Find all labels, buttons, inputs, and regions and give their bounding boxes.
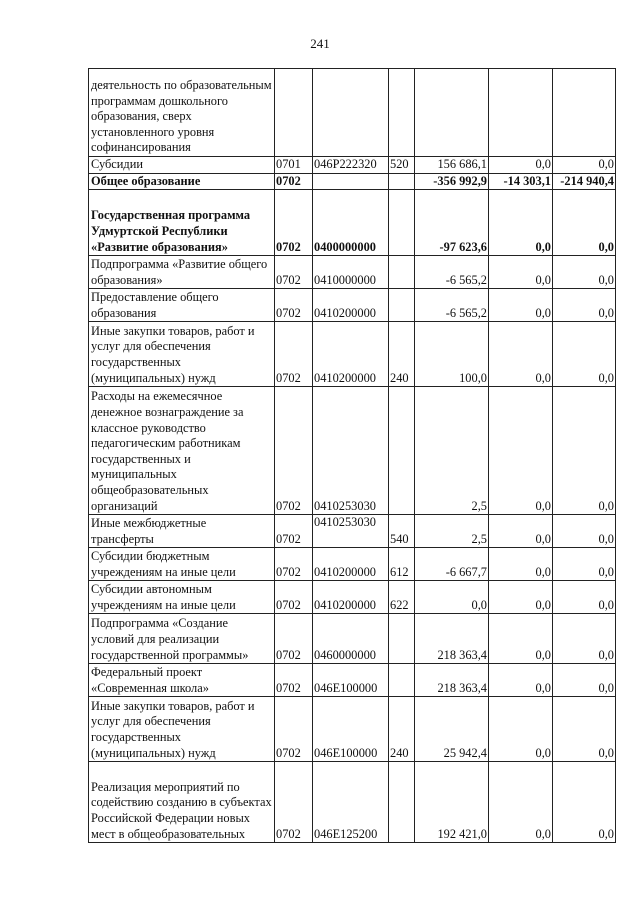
cell-amount-2: 0,0 <box>489 387 553 515</box>
table-row <box>89 173 616 190</box>
cell-section-code: 0702 <box>275 581 313 614</box>
cell-section-code: 0702 <box>275 173 313 190</box>
cell-amount-3: 0,0 <box>553 581 616 614</box>
cell-description <box>89 581 275 614</box>
table-row <box>89 548 616 581</box>
cell-target-article: 0410200000 <box>313 289 389 322</box>
table-row <box>89 697 616 762</box>
cell-amount-3: 0,0 <box>553 387 616 515</box>
cell-amount-1: 100,0 <box>415 322 489 387</box>
cell-target-article <box>313 173 389 190</box>
cell-amount-3: 0,0 <box>553 289 616 322</box>
description-text: Общее образование <box>91 173 201 188</box>
cell-target-article <box>313 69 389 157</box>
description-text: Предоставление общего образования <box>91 290 219 320</box>
cell-amount-2: 0,0 <box>489 614 553 664</box>
cell-section-code: 0702 <box>275 289 313 322</box>
description-text: Иные межбюджетные трансферты <box>91 516 207 546</box>
cell-section-code: 0702 <box>275 190 313 256</box>
table-row <box>89 387 616 515</box>
cell-amount-1: 0,0 <box>415 581 489 614</box>
cell-expense-type <box>389 762 415 843</box>
cell-amount-3: 0,0 <box>553 762 616 843</box>
cell-amount-3: 0,0 <box>553 322 616 387</box>
cell-expense-type <box>389 173 415 190</box>
description-text: Расходы на ежемесячное денежное вознаграждение за классное руководство педагогическим работникам государственных и муниципальных общеобразовательных организаций <box>91 389 244 513</box>
description-text: Субсидии бюджетным учреждениям на иные цели <box>91 549 236 579</box>
cell-amount-1 <box>415 69 489 157</box>
cell-section-code: 0702 <box>275 548 313 581</box>
cell-description <box>89 190 275 256</box>
description-text: Подпрограмма «Создание условий для реализации государственной программы» <box>91 616 249 662</box>
cell-description <box>89 697 275 762</box>
cell-amount-2: 0,0 <box>489 697 553 762</box>
cell-description <box>89 173 275 190</box>
table-row <box>89 190 616 256</box>
cell-expense-type <box>389 387 415 515</box>
cell-amount-1: -6 667,7 <box>415 548 489 581</box>
cell-target-article: 0410253030 <box>313 387 389 515</box>
table-row <box>89 515 616 548</box>
cell-amount-2: -14 303,1 <box>489 173 553 190</box>
cell-section-code: 0702 <box>275 762 313 843</box>
cell-section-code <box>275 69 313 157</box>
description-text: Реализация мероприятий по содействию созданию в субъектах Российской Федерации новых мест в общеобразовательных <box>91 779 272 841</box>
cell-expense-type: 622 <box>389 581 415 614</box>
cell-expense-type: 520 <box>389 157 415 174</box>
cell-amount-1: 156 686,1 <box>415 157 489 174</box>
cell-amount-1: -6 565,2 <box>415 289 489 322</box>
cell-description <box>89 515 275 548</box>
cell-expense-type <box>389 190 415 256</box>
cell-expense-type <box>389 289 415 322</box>
description-text: Иные закупки товаров, работ и услуг для обеспечения государственных (муниципальных) нужд <box>91 698 255 760</box>
cell-amount-3: 0,0 <box>553 548 616 581</box>
cell-description <box>89 322 275 387</box>
table-row <box>89 614 616 664</box>
cell-amount-1: 192 421,0 <box>415 762 489 843</box>
page-number: 241 <box>310 36 330 51</box>
cell-amount-1: 218 363,4 <box>415 664 489 697</box>
cell-expense-type: 540 <box>389 515 415 548</box>
cell-target-article: 046P222320 <box>313 157 389 174</box>
cell-amount-1: 2,5 <box>415 387 489 515</box>
table-row <box>89 289 616 322</box>
cell-description <box>89 256 275 289</box>
cell-target-article: 046E100000 <box>313 697 389 762</box>
cell-amount-2: 0,0 <box>489 322 553 387</box>
cell-amount-3: 0,0 <box>553 664 616 697</box>
cell-amount-2: 0,0 <box>489 762 553 843</box>
cell-expense-type <box>389 614 415 664</box>
cell-amount-3: 0,0 <box>553 157 616 174</box>
cell-amount-2: 0,0 <box>489 157 553 174</box>
table-row <box>89 157 616 174</box>
cell-expense-type <box>389 69 415 157</box>
cell-amount-1: -97 623,6 <box>415 190 489 256</box>
cell-expense-type: 240 <box>389 697 415 762</box>
cell-amount-3: -214 940,4 <box>553 173 616 190</box>
table-row <box>89 256 616 289</box>
cell-description <box>89 614 275 664</box>
cell-target-article: 0410000000 <box>313 256 389 289</box>
cell-target-article: 046E100000 <box>313 664 389 697</box>
description-text: Государственная программа Удмуртской Республики «Развитие образования» <box>91 208 251 254</box>
cell-section-code: 0702 <box>275 664 313 697</box>
cell-section-code: 0701 <box>275 157 313 174</box>
cell-target-article: 0400000000 <box>313 190 389 256</box>
cell-target-article: 046E125200 <box>313 762 389 843</box>
cell-amount-3: 0,0 <box>553 190 616 256</box>
cell-expense-type <box>389 664 415 697</box>
cell-target-article: 0460000000 <box>313 614 389 664</box>
table-body <box>89 69 616 843</box>
cell-amount-3: 0,0 <box>553 256 616 289</box>
cell-target-article: 0410200000 <box>313 322 389 387</box>
table-row <box>89 581 616 614</box>
table-row <box>89 762 616 843</box>
cell-section-code: 0702 <box>275 614 313 664</box>
cell-section-code: 0702 <box>275 256 313 289</box>
description-text: Федеральный проект «Современная школа» <box>91 665 209 695</box>
cell-amount-2: 0,0 <box>489 289 553 322</box>
cell-amount-1: 2,5 <box>415 515 489 548</box>
cell-amount-2: 0,0 <box>489 581 553 614</box>
table-row <box>89 69 616 157</box>
cell-description <box>89 289 275 322</box>
cell-amount-2 <box>489 69 553 157</box>
description-text: Субсидии автономным учреждениям на иные цели <box>91 582 236 612</box>
cell-description <box>89 548 275 581</box>
cell-amount-2: 0,0 <box>489 256 553 289</box>
cell-amount-3: 0,0 <box>553 515 616 548</box>
cell-expense-type: 612 <box>389 548 415 581</box>
cell-section-code: 0702 <box>275 697 313 762</box>
cell-expense-type: 240 <box>389 322 415 387</box>
cell-description <box>89 387 275 515</box>
cell-amount-2: 0,0 <box>489 664 553 697</box>
cell-amount-1: 25 942,4 <box>415 697 489 762</box>
cell-amount-3 <box>553 69 616 157</box>
cell-amount-1: -356 992,9 <box>415 173 489 190</box>
cell-description <box>89 762 275 843</box>
cell-target-article: 0410253030 <box>313 515 389 548</box>
cell-target-article: 0410200000 <box>313 548 389 581</box>
cell-description <box>89 157 275 174</box>
table-row <box>89 664 616 697</box>
table-row <box>89 322 616 387</box>
cell-section-code: 0702 <box>275 322 313 387</box>
cell-amount-2: 0,0 <box>489 548 553 581</box>
cell-amount-1: -6 565,2 <box>415 256 489 289</box>
description-text: деятельность по образовательным программам дошкольного образования, сверх установленного уровня софинансирования <box>91 78 272 155</box>
cell-amount-2: 0,0 <box>489 190 553 256</box>
cell-amount-3: 0,0 <box>553 697 616 762</box>
cell-target-article: 0410200000 <box>313 581 389 614</box>
description-text: Подпрограмма «Развитие общего образования» <box>91 257 268 287</box>
description-text: Субсидии <box>91 157 143 171</box>
description-text: Иные закупки товаров, работ и услуг для обеспечения государственных (муниципальных) нужд <box>91 323 255 385</box>
budget-table <box>88 68 616 843</box>
cell-amount-2: 0,0 <box>489 515 553 548</box>
cell-expense-type <box>389 256 415 289</box>
cell-section-code: 0702 <box>275 515 313 548</box>
cell-description <box>89 664 275 697</box>
cell-amount-3: 0,0 <box>553 614 616 664</box>
cell-section-code: 0702 <box>275 387 313 515</box>
cell-amount-1: 218 363,4 <box>415 614 489 664</box>
cell-description <box>89 69 275 157</box>
